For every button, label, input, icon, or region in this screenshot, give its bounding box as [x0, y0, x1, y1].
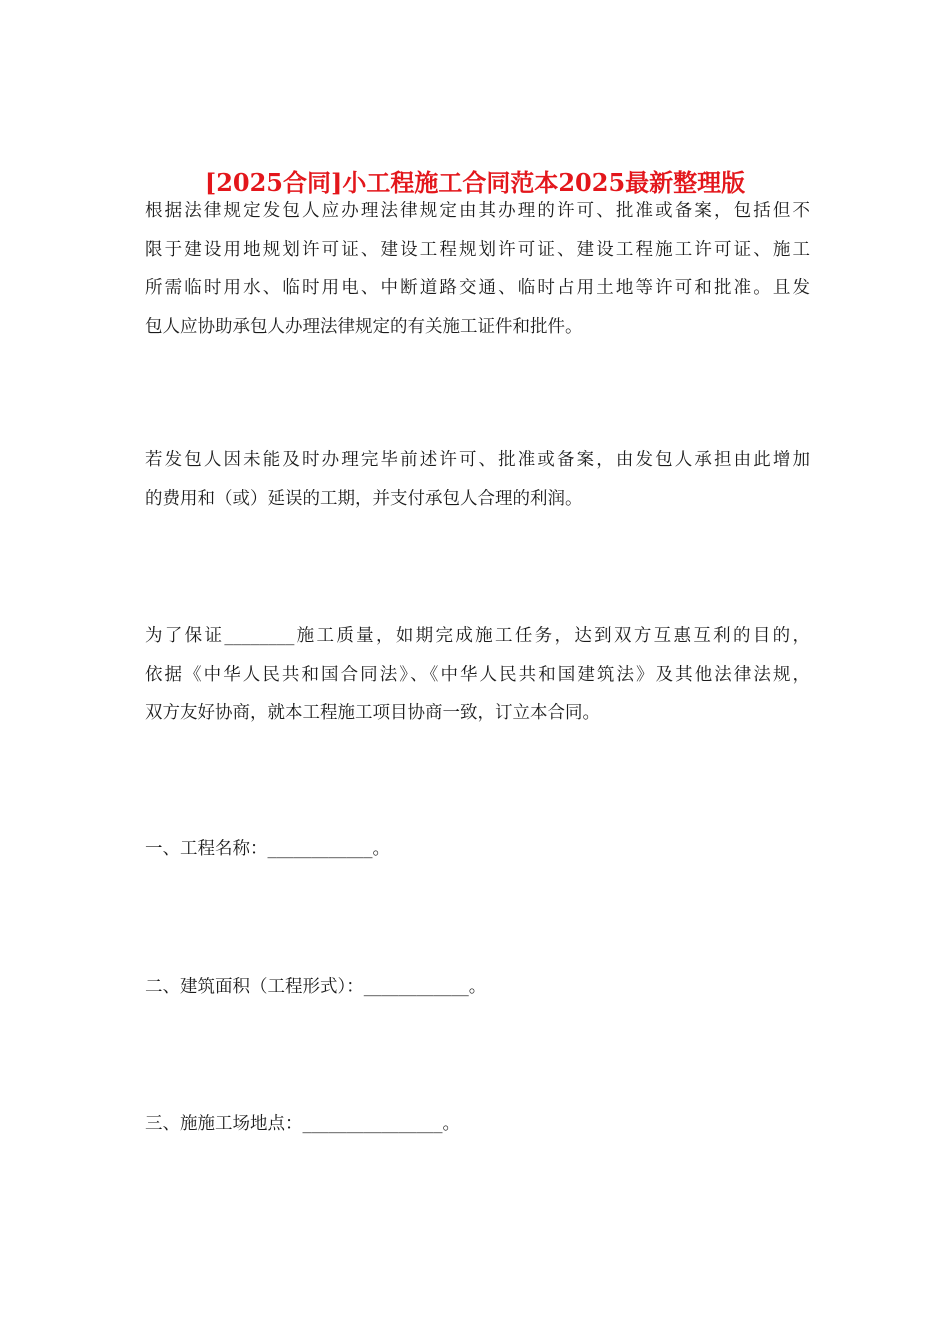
paragraph-line: 所需临时用水、临时用电、中断道路交通、临时占用土地等许可和批准。且发 [145, 278, 810, 298]
document-title: [2025合同]小工程施工合同范本2025最新整理版 [204, 168, 746, 198]
paragraph-delay-costs [145, 441, 810, 518]
paragraph-purpose [145, 617, 810, 733]
paragraph-permits [145, 192, 810, 346]
paragraph-line: 若发包人因未能及时办理完毕前述许可、批准或备案，由发包人承担由此增加 [145, 450, 810, 470]
paragraph-line: 的费用和（或）延误的工期，并支付承包人合理的利润。 [145, 488, 583, 509]
paragraph-line: 包人应协助承包人办理法律规定的有关施工证件和批件。 [145, 316, 583, 337]
paragraph-line: 根据法律规定发包人应办理法律规定由其办理的许可、批准或备案，包括但不 [145, 201, 810, 221]
paragraph-line: 为了保证________施工质量，如期完成施工任务，达到双方互惠互利的目的， [145, 626, 810, 646]
paragraph-line: 双方友好协商，就本工程施工项目协商一致，订立本合同。 [145, 703, 600, 723]
paragraph-line: 限于建设用地规划许可证、建设工程规划许可证、建设工程施工许可证、施工 [145, 239, 810, 260]
item-building-area: 二、建筑面积（工程形式）：____________。 [145, 977, 487, 997]
item-project-name: 一、工程名称：____________。 [145, 839, 390, 859]
paragraph-line: 依据《中华人民共和国合同法》、《中华人民共和国建筑法》及其他法律法规， [145, 664, 810, 685]
item-construction-site: 三、施施工场地点：________________。 [145, 1114, 460, 1134]
